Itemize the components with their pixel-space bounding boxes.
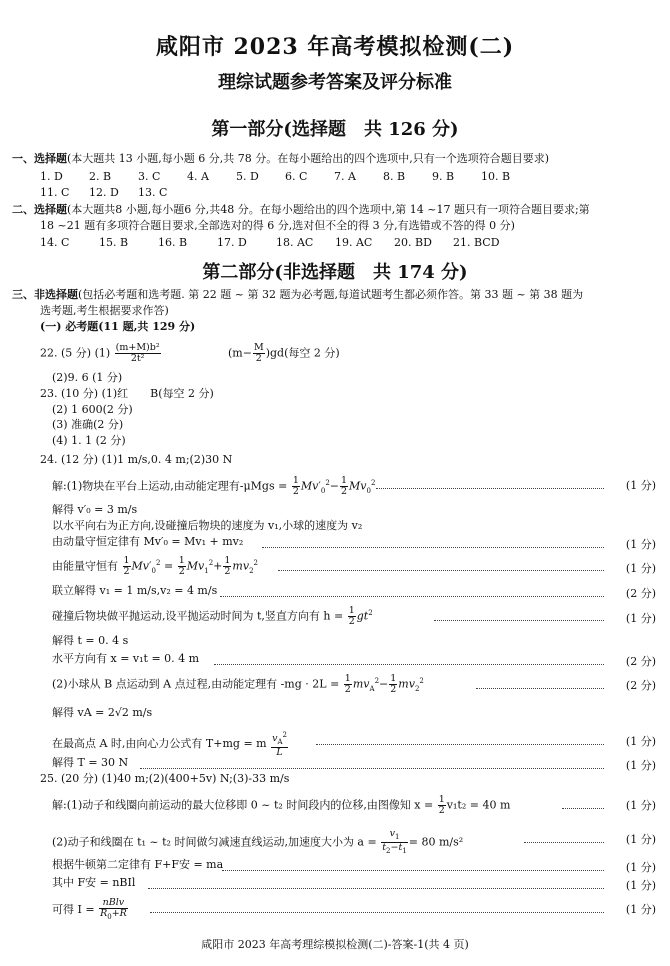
q25-step5-score: (1 分) — [625, 903, 656, 916]
q24-step4-score: (1 分) — [625, 538, 656, 551]
sec1-desc: (本大题共 13 小题,每小题 6 分,共 78 分。在每小题给出的四个选项中,只有一个选项符合题目要求) — [67, 152, 550, 165]
answer-item: 13. C — [138, 186, 168, 199]
q25-head: 25. (20 分) (1)40 m;(2)(400+5v) N;(3)-33 m/s — [40, 772, 290, 785]
q24-step12: 在最高点 A 时,由向心力公式有 T+mg = m $\frac{v_A^2}{L}$ — [52, 731, 288, 759]
q23-line1: 23. (10 分) (1)红 B(每空 2 分) — [40, 387, 214, 400]
q24-step7: 碰撞后物块做平抛运动,设平抛运动时间为 t,竖直方向有 h = $\frac{1}{2}$ $gt^2$ — [52, 605, 373, 628]
answer-item: 17. D — [217, 236, 247, 249]
answer-item: 3. C — [138, 170, 161, 183]
answer-item: 20. BD — [394, 236, 432, 249]
answer-item: 21. BCD — [453, 236, 500, 249]
q24-step5-score: (1 分) — [625, 562, 656, 575]
answer-item: 16. B — [158, 236, 188, 249]
q22-head: 22. (5 分) (1) — [40, 346, 111, 360]
q24-step10: (2)小球从 B 点运动到 A 点过程,由动能定理有 -mg · 2L = $\frac{1}{2}$ $mv_A^2-$ $\frac{1}{2}$ $mv_2^2$ — [52, 673, 424, 696]
q22-answer2: (m− $\frac{M}{2}$ )gd(每空 2 分) — [228, 342, 340, 364]
q25-step4: 其中 F安 = nBIl — [52, 876, 136, 889]
q25-step2: (2)动子和线圈在 t₁ ~ t₂ 时间做匀减速直线运动,加速度大小为 a = $\frac{v_1}{t_2-t_1}$ = 80 m/s² — [52, 828, 464, 855]
q23-line4: (4) 1. 1 (2 分) — [52, 434, 126, 447]
q25-step3-score: (1 分) — [625, 861, 656, 874]
q24-step12-score: (1 分) — [625, 735, 656, 748]
answer-item: 18. AC — [276, 236, 314, 249]
answer-item: 12. D — [89, 186, 119, 199]
q24-step13: 解得 T = 30 N — [52, 756, 129, 769]
q24-step2: 解得 v′₀ = 3 m/s — [52, 503, 138, 516]
sec1-intro — [12, 152, 549, 166]
q24-step9-score: (2 分) — [625, 655, 656, 668]
sec1-answers-row1 — [40, 170, 530, 184]
part1-heading: 第一部分(选择题 共 126 分) — [211, 119, 459, 140]
q22-line2: (2)9. 6 (1 分) — [52, 371, 123, 384]
q22-fraction1: $\frac{\text{(m+M)b²}}{\text{2t²}}$ — [115, 342, 160, 364]
answer-item: 10. B — [481, 170, 511, 183]
answer-item: 9. B — [432, 170, 455, 183]
q24-step1: 解:(1)物块在平台上运动,由动能定理有-μMgs = $\frac{1}{2}$ $Mv'_0^2-$ $\frac{1}{2}$ $Mv_0^2$ — [52, 475, 376, 498]
q25-step2-score: (1 分) — [625, 833, 656, 846]
q22-note: (每空 2 分) — [284, 346, 340, 360]
q24-step6-score: (2 分) — [625, 587, 656, 600]
q24-step4: 由动量守恒定律有 Mv′₀ = Mv₁ + mv₂ — [52, 535, 244, 548]
answer-item: 1. D — [40, 170, 63, 183]
q25-step3: 根据牛顿第二定律有 F+F安 = ma — [52, 858, 224, 871]
answer-item: 11. C — [40, 186, 70, 199]
sec2-desc1: (本大题共8 小题,每小题6 分,共48 分。在每小题给出的四个选项中,第 14 ~17 题只有一项符合题目要求;第 — [67, 203, 590, 216]
q24-step13-score: (1 分) — [625, 759, 656, 772]
sec2-desc2: 18 ~21 题有多项符合题目要求,全部选对的得 6 分,选对但不全的得 3 分,有选错或不答的得 0 分) — [40, 219, 515, 232]
sec2-answers — [40, 236, 512, 250]
q22-line1 — [40, 343, 162, 364]
answer-item: 2. B — [89, 170, 112, 183]
answer-item: 6. C — [285, 170, 308, 183]
answer-item: 15. B — [99, 236, 129, 249]
answer-item: 14. C — [40, 236, 70, 249]
q25-step5: 可得 I = $\frac{\text{nBlv}}{R_0+R}$ — [52, 897, 127, 921]
q24-step5: 由能量守恒有 $\frac{1}{2}$ $Mv'_0^2$ = $\frac{1}{2}$ $Mv_1^2+$ $\frac{1}{2}$ $mv_2^2$ — [52, 555, 259, 578]
q24-step3: 以水平向右为正方向,设碰撞后物块的速度为 v₁,小球的速度为 v₂ — [52, 519, 363, 532]
q25-step1: 解:(1)动子和线圈向前运动的最大位移即 0 ~ t₂ 时间段内的位移,由图像知 x = $\frac{1}{2}$ v₁t₂ = 40 m — [52, 794, 511, 816]
q23-line2: (2) 1 600(2 分) — [52, 403, 133, 416]
q23-line3: (3) 准确(2 分) — [52, 418, 124, 431]
q24-step11: 解得 vA = 2√2 m/s — [52, 706, 153, 719]
part2-heading: 第二部分(非选择题 共 174 分) — [202, 262, 468, 283]
sec3-required-heading: (一) 必考题(11 题,共 129 分) — [40, 320, 196, 333]
answer-item: 4. A — [187, 170, 209, 183]
answer-item: 7. A — [334, 170, 356, 183]
answer-item: 19. AC — [335, 236, 373, 249]
q25-step1-score: (1 分) — [625, 799, 656, 812]
sec3-desc2: 选考题,考生根据要求作答) — [40, 304, 169, 317]
sec3-desc1: (包括必考题和选考题. 第 22 题 ~ 第 32 题为必考题,每道试题考生都必须作答。第 33 题 ~ 第 38 题为 — [78, 288, 584, 301]
q24-step10-score: (2 分) — [625, 679, 656, 692]
q24-step6: 联立解得 v₁ = 1 m/s,v₂ = 4 m/s — [52, 584, 218, 597]
answer-item: 8. B — [383, 170, 406, 183]
sec2-label: 二、选择题 — [12, 203, 67, 216]
q25-step4-score: (1 分) — [625, 879, 656, 892]
q24-step8: 解得 t = 0. 4 s — [52, 634, 129, 647]
answer-item: 5. D — [236, 170, 259, 183]
sec3-intro — [12, 288, 583, 302]
sec1-answers-row2 — [40, 186, 187, 200]
sec3-label: 三、非选择题 — [12, 288, 78, 301]
q24-head: 24. (12 分) (1)1 m/s,0. 4 m;(2)30 N — [40, 453, 233, 466]
q24-step7-score: (1 分) — [625, 612, 656, 625]
document-subtitle: 理综试题参考答案及评分标准 — [218, 72, 452, 93]
q24-step1-score: (1 分) — [625, 479, 656, 492]
sec1-label: 一、选择题 — [12, 152, 67, 165]
sec2-intro — [12, 203, 590, 217]
document-title: 咸阳市 2023 年高考模拟检测(二) — [155, 34, 515, 60]
page-footer: 咸阳市 2023 年高考理综模拟检测(二)-答案-1(共 4 页) — [201, 938, 469, 951]
q24-step9: 水平方向有 x = v₁t = 0. 4 m — [52, 652, 200, 665]
